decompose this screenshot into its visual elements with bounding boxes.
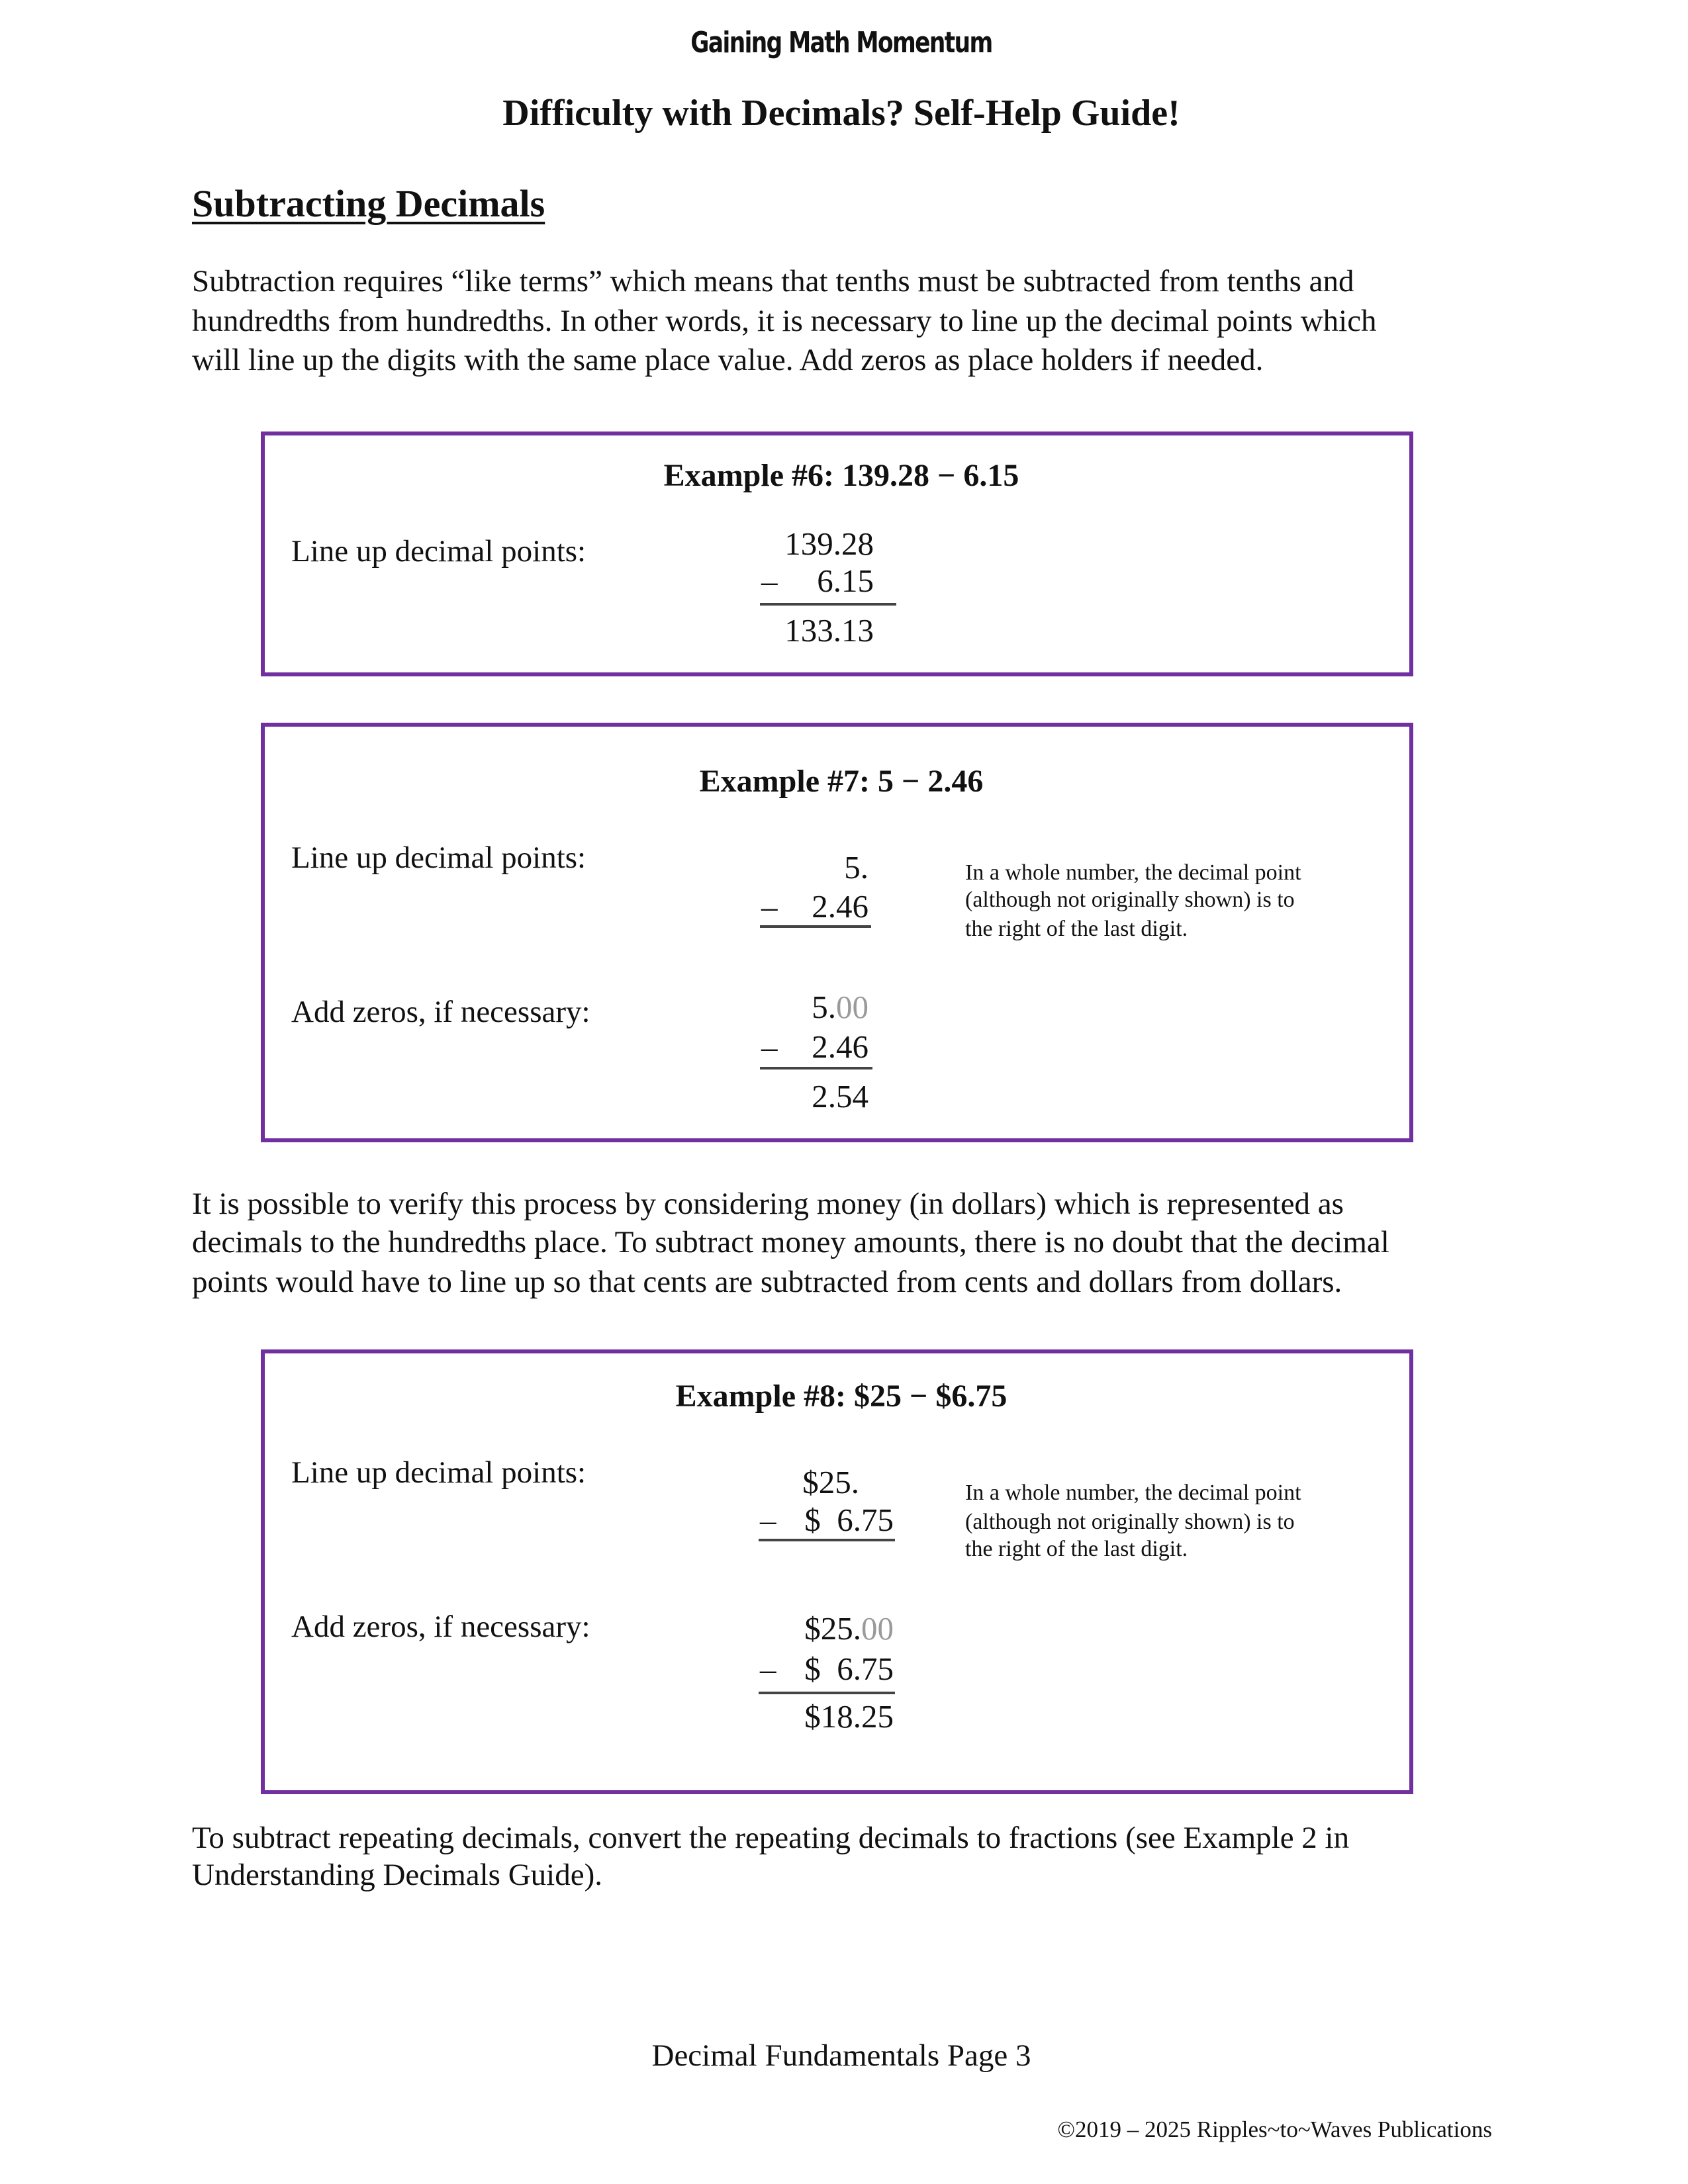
intro-line: hundredths from hundredths. In other words, it is necessary to line up the decimal points which	[192, 304, 1377, 338]
note-line: (although not originally shown) is to	[965, 887, 1295, 912]
example-8-top-1: $25.	[802, 1464, 859, 1500]
example-7-label-1: Line up decimal points:	[291, 841, 586, 875]
example-8-result: $18.25	[804, 1698, 894, 1735]
example-7-title: Example #7: 5 − 2.46	[699, 764, 984, 799]
note-line: the right of the last digit.	[965, 917, 1188, 941]
example-6-result: 133.13	[784, 612, 874, 649]
example-6-bottom: 6.15	[817, 563, 874, 599]
sum-rule	[760, 603, 896, 606]
series-header: Gaining Math Momentum	[690, 26, 992, 60]
example-7-bottom-2: 2.46	[812, 1028, 868, 1065]
example-7-top-1: 5.	[844, 849, 868, 886]
sum-rule	[759, 1539, 895, 1541]
note-line: the right of the last digit.	[965, 1537, 1188, 1561]
example-7-label-2: Add zeros, if necessary:	[291, 995, 590, 1029]
example-7-top-2	[812, 991, 868, 1023]
note-line: In a whole number, the decimal point	[965, 860, 1301, 885]
example-7-result: 2.54	[812, 1078, 868, 1115]
example-7-bottom-1: 2.46	[812, 888, 868, 925]
paragraph-line: Understanding Decimals Guide).	[192, 1858, 602, 1892]
minus-sign: –	[761, 1028, 778, 1065]
example-8-label-2: Add zeros, if necessary:	[291, 1610, 590, 1644]
sum-rule	[759, 1692, 895, 1694]
minus-sign: –	[760, 1502, 776, 1538]
paragraph-line: To subtract repeating decimals, convert the repeating decimals to fractions (see Example 2 in	[192, 1821, 1350, 1855]
example-6-title: Example #6: 139.28 − 6.15	[663, 458, 1019, 493]
intro-line: will line up the digits with the same place value. Add zeros as place holders if needed.	[192, 343, 1264, 377]
placeholder-zeros: 00	[836, 989, 868, 1025]
example-6-top: 139.28	[784, 525, 874, 562]
section-title: Subtracting Decimals	[192, 182, 545, 225]
sum-rule	[760, 1067, 872, 1069]
paragraph-line: decimals to the hundredths place. To subtract money amounts, there is no doubt that the decimal	[192, 1225, 1389, 1259]
sum-rule	[760, 925, 871, 928]
minus-sign: –	[761, 563, 778, 599]
placeholder-zeros: 00	[861, 1610, 894, 1647]
top-value: $25.	[804, 1610, 861, 1647]
minus-sign: –	[760, 1651, 776, 1687]
paragraph-line: It is possible to verify this process by considering money (in dollars) which is represented as	[192, 1187, 1344, 1221]
paragraph-line: points would have to line up so that cents are subtracted from cents and dollars from dollars.	[192, 1265, 1342, 1299]
example-8-bottom-2: $ 6.75	[804, 1651, 894, 1687]
example-8-top-2	[804, 1612, 894, 1645]
minus-sign: –	[761, 888, 778, 925]
example-8-title: Example #8: $25 − $6.75	[675, 1379, 1008, 1414]
example-6-label: Line up decimal points:	[291, 534, 586, 569]
top-value: 5.	[812, 989, 836, 1025]
note-line: (although not originally shown) is to	[965, 1510, 1295, 1534]
page-footer: Decimal Fundamentals Page 3	[651, 2038, 1031, 2073]
example-8-bottom-1: $ 6.75	[804, 1502, 894, 1538]
copyright: ©2019 – 2025 Ripples~to~Waves Publications	[1057, 2116, 1492, 2142]
example-8-label-1: Line up decimal points:	[291, 1455, 586, 1490]
page-title: Difficulty with Decimals? Self-Help Guide!	[502, 93, 1180, 134]
intro-line: Subtraction requires “like terms” which means that tenths must be subtracted from tenths and	[192, 264, 1354, 298]
note-line: In a whole number, the decimal point	[965, 1480, 1301, 1505]
